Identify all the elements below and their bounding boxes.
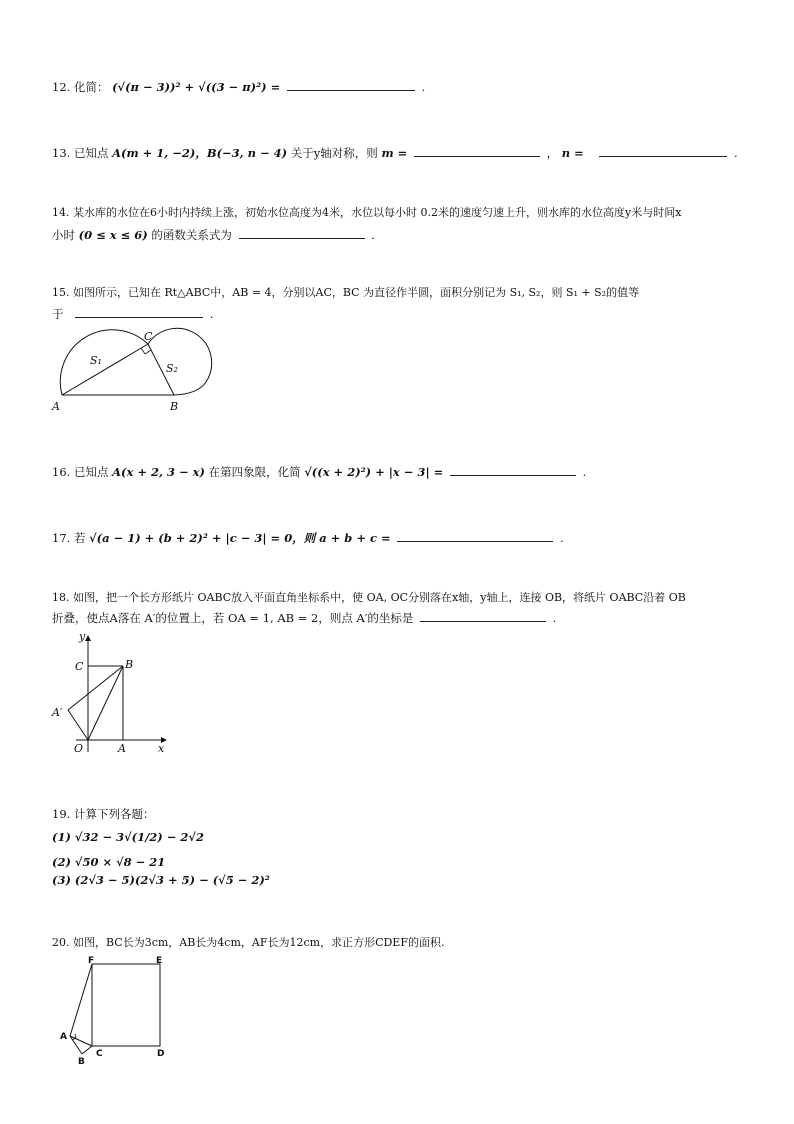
q12-answer-blank[interactable] [287, 78, 415, 91]
q13-sep: ， [546, 146, 559, 160]
q13-points: A(m + 1, −2)，B(−3, n − 4) [112, 146, 288, 160]
q16-answer-blank[interactable] [450, 463, 576, 476]
q16-end: . [582, 465, 587, 479]
q13-n-label: n = [561, 146, 584, 160]
q12-prefix: 12. 化简： [52, 80, 109, 94]
q17-expression: √(a − 1) + (b + 2)² + |c − 3| = 0，则 a + b + c = [89, 531, 391, 545]
label-a-prime: A′ [52, 706, 63, 719]
label-x: x [158, 742, 165, 755]
right-angle-mark [141, 348, 151, 354]
segment-bc [82, 1046, 92, 1054]
q16-point: A(x + 2, 3 − x) [112, 465, 205, 479]
q14-end: . [371, 228, 375, 242]
label-s2: S₂ [166, 362, 178, 375]
question-18-line2 [52, 609, 556, 626]
label-y: y [79, 630, 86, 643]
question-12 [52, 78, 425, 95]
q18-figure [48, 630, 178, 758]
q15-answer-blank[interactable] [75, 305, 203, 318]
q16-prefix: 16. 已知点 [52, 465, 109, 479]
question-16 [52, 463, 586, 480]
q13-end: . [734, 146, 738, 160]
question-14-line2 [52, 226, 375, 243]
q12-expression: (√(π − 3))² + √((3 − π)²) = [112, 80, 281, 94]
q16-mid: 在第四象限，化简 [208, 465, 301, 479]
q17-prefix: 17. 若 [52, 531, 86, 545]
q15-end: . [209, 307, 214, 321]
q19-part2: (2) √50 × √8 − 21 [52, 855, 166, 869]
label-c: C [96, 1049, 103, 1059]
q14-line1: 14. 某水库的水位在6小时内持续上涨，初始水位高度为4米，水位以每小时 0.2米的速度匀速上升，则水库的水位高度y米与时间x [52, 206, 682, 219]
question-15-line2 [52, 305, 213, 322]
label-b: B [125, 658, 134, 671]
label-d: D [157, 1049, 165, 1059]
q16-expression: √((x + 2)²) + |x − 3| = [304, 465, 444, 479]
q17-answer-blank[interactable] [397, 529, 553, 542]
q19-part1: (1) √32 − 3√(1/2) − 2√2 [52, 830, 204, 844]
question-17 [52, 529, 564, 546]
q14-condition: (0 ≤ x ≤ 6) [78, 228, 148, 242]
question-19-title [52, 806, 154, 822]
label-c: C [75, 660, 84, 673]
q13-mid: 关于y轴对称，则 [290, 146, 378, 160]
question-14-line1 [52, 205, 681, 221]
q20-text: 20. 如图，BC长为3cm，AB长为4cm，AF长为12cm，求正方形CDEF的面积. [52, 936, 445, 949]
q15-figure [48, 322, 218, 418]
square-cdef [92, 964, 160, 1046]
question-19-part2 [52, 854, 165, 870]
q14-line2-post: 的函数关系式为 [151, 228, 232, 242]
label-b: B [170, 400, 179, 413]
semicircle-ac [60, 330, 148, 395]
label-e: E [156, 956, 163, 966]
q18-line2: 折叠，使点A落在 A′的位置上，若 OA = 1, AB = 2，则点 A′的坐标是 [52, 611, 414, 625]
q18-line1: 18. 如图，把一个长方形纸片 OABC放入平面直角坐标系中，使 OA, OC分别落在x轴，y轴上，连接 OB，将纸片 OABC沿着 OB [52, 591, 686, 604]
q14-answer-blank[interactable] [239, 226, 365, 239]
segment-fa [70, 964, 92, 1036]
question-20 [52, 935, 444, 951]
label-s1: S₁ [90, 354, 102, 367]
q13-prefix: 13. 已知点 [52, 146, 109, 160]
question-19-part3 [52, 872, 270, 888]
q13-m-blank[interactable] [414, 144, 540, 157]
segment-ob [88, 666, 123, 740]
segment-ac [62, 344, 148, 395]
label-f: F [88, 956, 95, 966]
q19-part3: (3) (2√3 − 5)(2√3 + 5) − (√5 − 2)² [52, 873, 270, 887]
question-19-part1 [52, 829, 204, 845]
question-15-line1 [52, 285, 639, 301]
q12-end: . [421, 80, 426, 94]
question-18-line1 [52, 590, 686, 606]
q18-answer-blank[interactable] [420, 609, 546, 622]
label-c: C [144, 330, 153, 343]
segment-oa-prime [68, 710, 88, 740]
q13-n-blank[interactable] [599, 144, 727, 157]
label-a: A [60, 1032, 67, 1042]
q13-m-label: m = [381, 146, 408, 160]
label-a: A [52, 400, 60, 413]
q14-line2-pre: 小时 [52, 228, 75, 242]
q17-end: . [559, 531, 564, 545]
q15-line2: 于 [52, 307, 64, 321]
label-a: A [118, 742, 126, 755]
q15-line1: 15. 如图所示，已知在 Rt△ABC中，AB = 4，分别以AC，BC 为直径作半圆，面积分别记为 S₁, S₂，则 S₁ + S₂的值等 [52, 286, 640, 299]
q18-end: . [552, 611, 557, 625]
question-13 [52, 144, 738, 161]
q20-figure [52, 952, 182, 1070]
label-b: B [78, 1057, 85, 1067]
label-o: O [74, 742, 84, 755]
q19-title: 19. 计算下列各题： [52, 807, 155, 821]
